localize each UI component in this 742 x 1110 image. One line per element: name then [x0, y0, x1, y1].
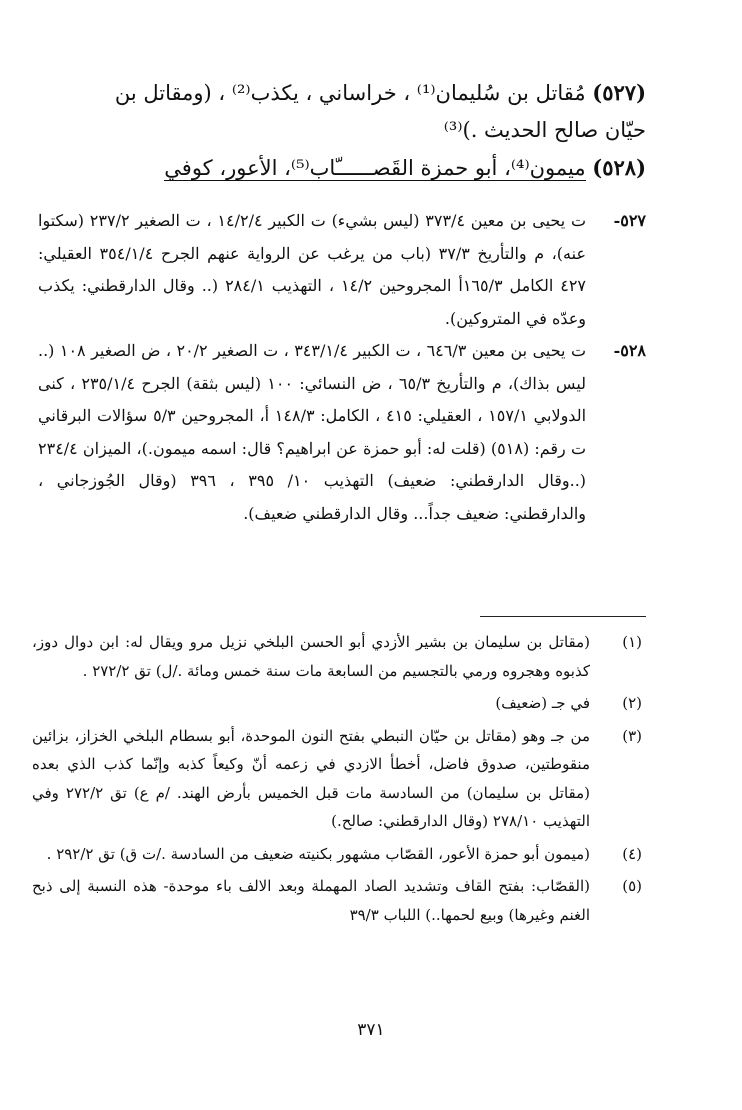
footnote-5 [32, 872, 646, 929]
footnote-number: (٢) [622, 694, 642, 712]
note-text: ت يحيى بن معين ٦٤٦/٣ ، ت الكبير ٣٤٣/١/٤ ، ت الصغير ٢٠/٢ ، ض الصغير ١٠٨ (.. ليس بذاك)، م والتأريخ ٦٥/٣ ، ض النسائي: ١٠٠ (ليس بثقة) الجرح ٢٣٥/١/٤ ، كنى الدولابي ١٥٧/١ ، العقيلي: ٤١٥ ، الكامل: ١٤٨/٣ أ، المجروحين ٥/٣ سؤالات البرقاني ت رقم: (٥١٨) (قلت له: أبو حمزة عن ابراهيم؟ قال: اسمه ميمون.)، الميزان ٢٣٤/٤ (..وقال الدارقطني: ضعيف) التهذيب ١٠/ ٣٩٥ ، ٣٩٦ (وقال الجُوزجاني ، والدارقطني: ضعيف جداً... وقال الدارقطني ضعيف). [38, 341, 587, 523]
note-number: ٥٢٨- [613, 341, 646, 360]
entry-continuation: حيّان صالح الحديث .)⁽³⁾ [443, 118, 646, 142]
entry-527 [92, 74, 646, 149]
footnote-2 [32, 689, 646, 718]
note-text: ت يحيى بن معين ٣٧٣/٤ (ليس بشيء) ت الكبير ١٤/٢/٤ ، ت الصغير ٢٣٧/٢ (سكتوا عنه)، م والتأريخ ٣٧/٣ (باب من يرغب عن الرواية عنهم الجرح ٣٥٤/١/٤ العقيلي: ٤٢٧ الكامل ١٦٥/٣أ المجروحين ١٤/٢ ، التهذيب ٢٨٤/١ (.. وقال الدارقطني: يكذب وعدّه في المتروكين). [38, 211, 587, 328]
footnote-text: (ميمون أبو حمزة الأعور، القصّاب مشهور بكنيته ضعيف من السادسة ./ت ق) تق ٢٩٢/٢ . [46, 844, 590, 863]
editor-notes [38, 205, 646, 530]
footnote-number: (١) [622, 633, 642, 651]
footnote-text: من جـ وهو (مقاتل بن حيّان النبطي بفتح النون الموحدة، أبو بسطام البلخي الخزاز، بزائين منقوطتين، صدوق فاضل، أخطأ الازدي في زعمه أنّ وكيعاً كذبه وإنّما كذب الذي بعده (مقاتل بن سليمان) من السادسة مات قبل الخميس بأرض الهند. /م ع) تق ٢٧٢/٢ وفي التهذيب ٢٧٨/١٠ (وقال الدارقطني: صالح.) [32, 726, 591, 830]
footnote-number: (٣) [622, 726, 642, 745]
entry-text: ميمون⁽⁴⁾، أبو حمزة القَصــــــّاب⁽⁵⁾، الأعور، كوفي [164, 156, 586, 180]
entry-text: مُقاتل بن سُليمان⁽¹⁾ ، خراساني ، يكذب⁽²⁾ ، (ومقاتل بن [114, 81, 586, 105]
footnote-text: (القصّاب: بفتح القاف وتشديد الصاد المهملة وبعد الالف باء موحدة- هذه النسبة إلى ذبح الغنم وغيرها) وبيع لحمها..) اللباب ٣٩/٣ [32, 877, 590, 924]
footnote-4 [32, 840, 646, 869]
note-number: ٥٢٧- [613, 211, 646, 230]
entry-528 [92, 149, 646, 187]
note-527 [38, 205, 646, 335]
footnote-number: (٤) [622, 844, 642, 863]
footnotes [32, 628, 646, 933]
note-528 [38, 335, 646, 530]
footnote-3 [32, 722, 646, 836]
main-entries [92, 74, 646, 187]
footnote-text: (مقاتل بن سليمان بن بشير الأزدي أبو الحسن البلخي نزيل مرو ويقال له: ابن دوال دوز، كذبوه وهجروه ورمي بالتجسيم من السابعة مات سنة خمس ومائة ./ل) تق ٢٧٢/٢ . [32, 633, 590, 680]
footnote-1 [32, 628, 646, 685]
entry-number: (٥٢٨) [592, 155, 646, 180]
footnote-separator [480, 616, 646, 617]
footnote-number: (٥) [622, 877, 642, 895]
page-number: ٣٧١ [357, 1020, 385, 1040]
footnote-text: في جـ (ضعيف) [495, 694, 590, 712]
entry-number: (٥٢٧) [592, 80, 646, 105]
